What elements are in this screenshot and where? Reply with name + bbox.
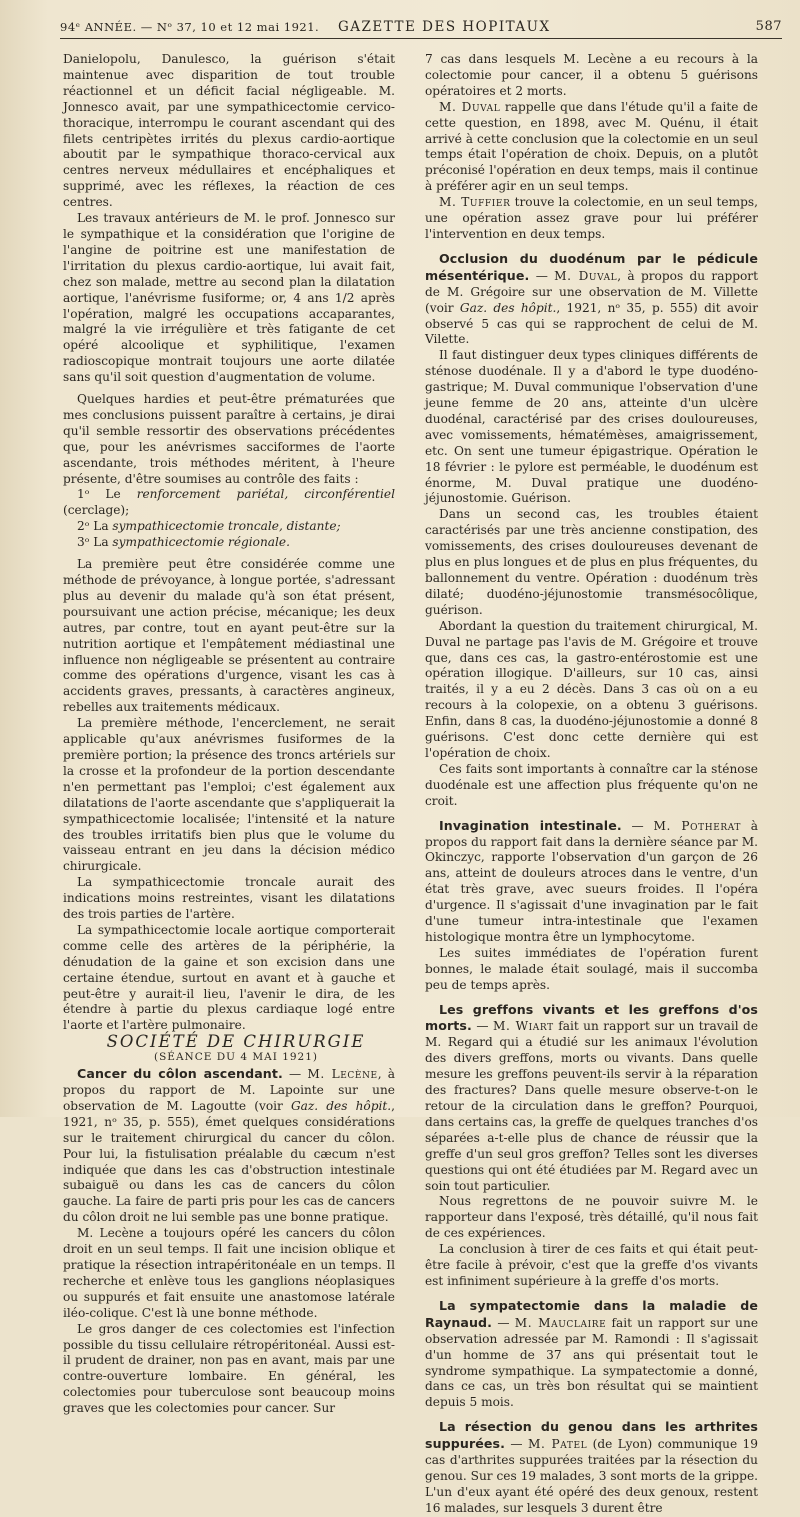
page-number: 587 — [755, 19, 782, 34]
paragraph: La sympathicectomie troncale aurait des indications moins restreintes, visant les dilatations des trois parties de l'artère. — [63, 875, 395, 922]
header-rule — [60, 38, 782, 39]
article-heading: Les greffons vivants et les greffons d'os morts. — [425, 1001, 758, 1034]
paragraph: Les suites immédiates de l'opération furent bonnes, le malade était soulagé, mais il succomba peu de temps après. — [425, 945, 758, 992]
right-column — [425, 52, 758, 1517]
article-occlusion-duodenum: Occlusion du duodénum par le pédicule mésentérique. — M. Duval, à propos du rapport de M. Grégoire sur une observation de M. Villette (voir Gaz. des hôpit., 1921, nᵒ 35, p. 555) dit avoir observé 5 cas qui se rapprochent de celui de M. Vilette. — [425, 250, 758, 347]
page-header — [60, 16, 782, 40]
article-heading: Invagination intestinale. — [439, 817, 622, 833]
section-subtitle: (SÉANCE DU 4 MAI 1921) — [153, 1051, 319, 1064]
paragraph: Ces faits sont importants à connaître car la sténose duodénale est une affection plus fréquente qu'on ne croit. — [425, 761, 758, 808]
article-cancer-colon: Cancer du côlon ascendant. — M. Lecène, à propos du rapport de M. Lapointe sur une observation de M. Lagoutte (voir Gaz. des hôpit., 1921, nᵒ 35, p. 555), émet quelques considérations sur le traitement chirurgical du cancer du côlon. Pour lui, la fistulisation préalable du cæcum n'est indiquée que dans les cas d'obstruction intestinale subaiguë ou dans les cas de cancers du côlon gauche. La faire de parti pris pour les cas de cancers du côlon droit ne lui semble pas une bonne pratique. — [63, 1066, 395, 1225]
paragraph: Les travaux antérieurs de M. le prof. Jonnesco sur le sympathique et la considération que l'origine de l'angine de poitrine est une manifestation de l'irritation du plexus cardio-aortique, lui avait fait, chez son malade, mettre au second plan la dilatation aortique, l'anévrisme fusiforme; or, 4 ans 1/2 après l'opération, malgré les occupations accaparantes, malgré la vie irrégulière et très fatigante de cet opéré alcoolique et syphilitique, l'examen radioscopique montrait toujours une aorte dilatée sans qu'il soit question d'augmentation de volume. — [63, 211, 395, 385]
paragraph: Nous regrettons de ne pouvoir suivre M. le rapporteur dans l'exposé, très détaillé, qu'il nous fait de ces expériences. — [425, 1194, 758, 1241]
paragraph: 7 cas dans lesquels M. Lecène a eu recours à la colectomie pour cancer, il a obtenu 5 guérisons opératoires et 2 morts. — [425, 52, 758, 98]
paragraph: La conclusion à tirer de ces faits et qui était peut-être facile à prévoir, c'est que la greffe d'os vivants est infiniment supérieure à la greffe d'os morts. — [425, 1242, 758, 1288]
paragraph: Il faut distinguer deux types cliniques différents de sténose duodénale. Il y a d'abord le type duodéno-gastrique; M. Duval communique l'observation d'une jeune femme de 20 ans, atteinte d'un ulcère duodénal, caractérisé par des crises douloureuses, avec vomissements, hématémèses, amaigrissement, etc. On sent une tumeur épigastrique. Opération le 18 février : le pylore est perméable, le duodénum est énorme, M. Duval pratique une duodéno-jéjunostomie. Guérison. — [425, 348, 758, 506]
paragraph: M. Tuffier trouve la colectomie, en un seul temps, une opération assez grave pour lui préférer l'intervention en deux temps. — [425, 195, 758, 241]
article-heading: Cancer du côlon ascendant. — [77, 1066, 283, 1082]
list-item: 1ᵒ Le renforcement pariétal, circonférentiel (cerclage); — [63, 487, 395, 518]
section-title: SOCIÉTÉ DE CHIRURGIE — [106, 1032, 366, 1052]
paragraph: M. Duval rappelle que dans l'étude qu'il a faite de cette question, en 1898, avec M. Quénu, il était arrivé à cette conclusion que la colectomie en un seul temps était l'opération de choix. Depuis, on a plutôt préconisé l'opération en deux temps, mais il continue à préférer agir en un seul temps. — [425, 99, 758, 194]
left-column — [63, 52, 395, 1417]
article-greffons: Les greffons vivants et les greffons d'os morts. — M. Wiart fait un rapport sur un travail de M. Regard qui a étudié sur les animaux l'évolution des divers greffons, morts ou vivants. Dans quelle mesure les greffons peuvent-ils servir à la réparation des fractures? Dans quelle mesure observe-t-on le retour de la circulation dans le greffon? Pourquoi, dans certains cas, la greffe de quelques tranches d'os séparées a-t-elle plus de chance de réussir que la greffe d'un seul gros greffon? Telles sont les diverses questions qui ont été étudiées par M. Regard avec un soin tout particulier. — [425, 1001, 759, 1193]
paragraph: Abordant la question du traitement chirurgical, M. Duval ne partage pas l'avis de M. Grégoire et trouve que, dans ces cas, la gastro-entérostomie est une opération illogique. D'ailleurs, sur 10 cas, ainsi traités, il y a eu 2 décès. Dans 3 cas où on a eu recours à la colopexie, on a obtenu 3 guérisons. Enfin, dans 8 cas, la duodéno-jéjunostomie a donné 8 guérisons. C'est donc cette dernière qui est l'opération de choix. — [425, 618, 758, 760]
paragraph: Danielopolu, Danulesco, la guérison s'était maintenue avec disparition de tout trouble réactionnel et un déficit facial négligeable. M. Jonnesco avait, par une sympathicectomie cervico-thoracique, interrompu le courant ascendant qui des filets centripètes irrités du plexus cardio-aortique aboutit par le sympathique thoraco-cervical aux centres nerveux médullaires et encéphaliques et supprimé, avec les réflexes, la réaction de ces centres. — [63, 52, 395, 210]
paragraph: La sympathicectomie locale aortique comporterait comme celle des artères de la périphérie, la dénudation de la gaine et son excision dans une certaine étendue, surtout en avant et à gauche et peut-être y aurait-il lieu, l'avenir le dira, de les étendre à partie du plexus cardiaque logé entre l'aorte et l'artère pulmonaire. — [63, 922, 395, 1033]
paragraph: Dans un second cas, les troubles étaient caractérisés par une très ancienne constipation, des vomissements, des crises douloureuses devenant de plus en plus longues et de plus en plus fréquentes, du ballonnement du ventre. Opération : duodénum très dilaté; duodéno-jéjunostomie transmésocôlique, guérison. — [425, 507, 758, 617]
list-item: 2ᵒ La sympathicectomie troncale, distante; — [77, 519, 341, 534]
article-raynaud: La sympatectomie dans la maladie de Raynaud. — M. Mauclaire fait un rapport sur une observation adressée par M. Ramondi : Il s'agissait d'un homme de 37 ans qui présentait tout le syndrome sympathique. La sympatectomie a donné, dans ce cas, un très bon résultat qui se maintient depuis 5 mois. — [425, 1297, 759, 1410]
article-heading: La résection du genou dans les arthrites suppurées. — [425, 1419, 758, 1452]
article-invagination: Invagination intestinale. — M. Potherat à propos du rapport fait dans la dernière séance par M. Okinczyc, rapporte l'observation d'un garçon de 26 ans, atteint de douleurs atroces dans le ventre, d'un état très grave, avec sueurs froides. Il l'opéra d'urgence. Il s'agissait d'une invagination par le fait d'une tumeur intra-intestinale que l'examen histologique montra être un lymphocytome. — [425, 817, 758, 944]
issue-info: 94ᵉ ANNÉE. — Nᵒ 37, 10 et 12 mai 1921. — [60, 20, 320, 34]
paragraph: La première méthode, l'encerclement, ne serait applicable qu'aux anévrismes fusiformes de la première portion; la présence des troncs artériels sur la crosse et la profondeur de la portion descendante n'en permettant pas l'emploi; c'est également aux dilatations de l'aorte ascendante que s'appliquerait la sympathicectomie localisée; l'intensité et la nature des troubles irritatifs bien plus que le volume du vaisseau entrant en jeu dans la décision médico chirurgicale. — [63, 716, 395, 874]
article-heading: Occlusion du duodénum par le pédicule mésentérique. — [425, 250, 758, 283]
article-genou: La résection du genou dans les arthrites suppurées. — M. Patel (de Lyon) communique 19 cas d'arthrites suppurées traitées par la résection du genou. Sur ces 19 malades, 3 sont morts de la grippe. L'un d'eux ayant été opéré des deux genoux, restent 16 malades, sur lesquels 3 durent être — [425, 1419, 758, 1515]
paragraph: Le gros danger de ces colectomies est l'infection possible du tissu cellulaire rétropéritonéal. Aussi est-il prudent de drainer, non pas en avant, mais par une contre-ouverture lombaire. En général, les colectomies pour tuberculose sont beaucoup moins graves que les colectomies pour cancer. Sur — [63, 1321, 395, 1416]
list-item: 3ᵒ La sympathicectomie régionale. — [77, 535, 290, 550]
paragraph: La première peut être considérée comme une méthode de prévoyance, à longue portée, s'adressant plus au devenir du malade qu'à son état présent, poursuivant une action précise, mécanique; les deux autres, par contre, tout en ayant peut-être sur la nutrition aortique et l'empâtement médiastinal une influence non négligeable se présentent au contraire comme des opérations d'urgence, visant les cas à accidents graves, pressants, à caractères angineux, rebelles aux traitements médicaux. — [63, 557, 395, 715]
article-heading: La sympatectomie dans la maladie de Raynaud. — [425, 1297, 758, 1330]
paragraph: Quelques hardies et peut-être prématurées que mes conclusions puissent paraître à certains, je dirai qu'il semble ressortir des observations précédentes que, pour les anévrismes sacciformes de l'aorte ascendante, trois méthodes méritent, à l'heure présente, d'être soumises au contrôle des faits : — [63, 392, 395, 486]
journal-title: GAZETTE DES HOPITAUX — [338, 19, 551, 35]
methods-list — [63, 487, 395, 551]
paragraph: M. Lecène a toujours opéré les cancers du côlon droit en un seul temps. Il fait une incision oblique et pratique la résection intrapéritonéale en un temps. Il recherche et enlève tous les ganglions néoplasiques ou suppurés et fait ensuite une anastomose latérale iléo-colique. C'est là une bonne méthode. — [63, 1226, 395, 1320]
